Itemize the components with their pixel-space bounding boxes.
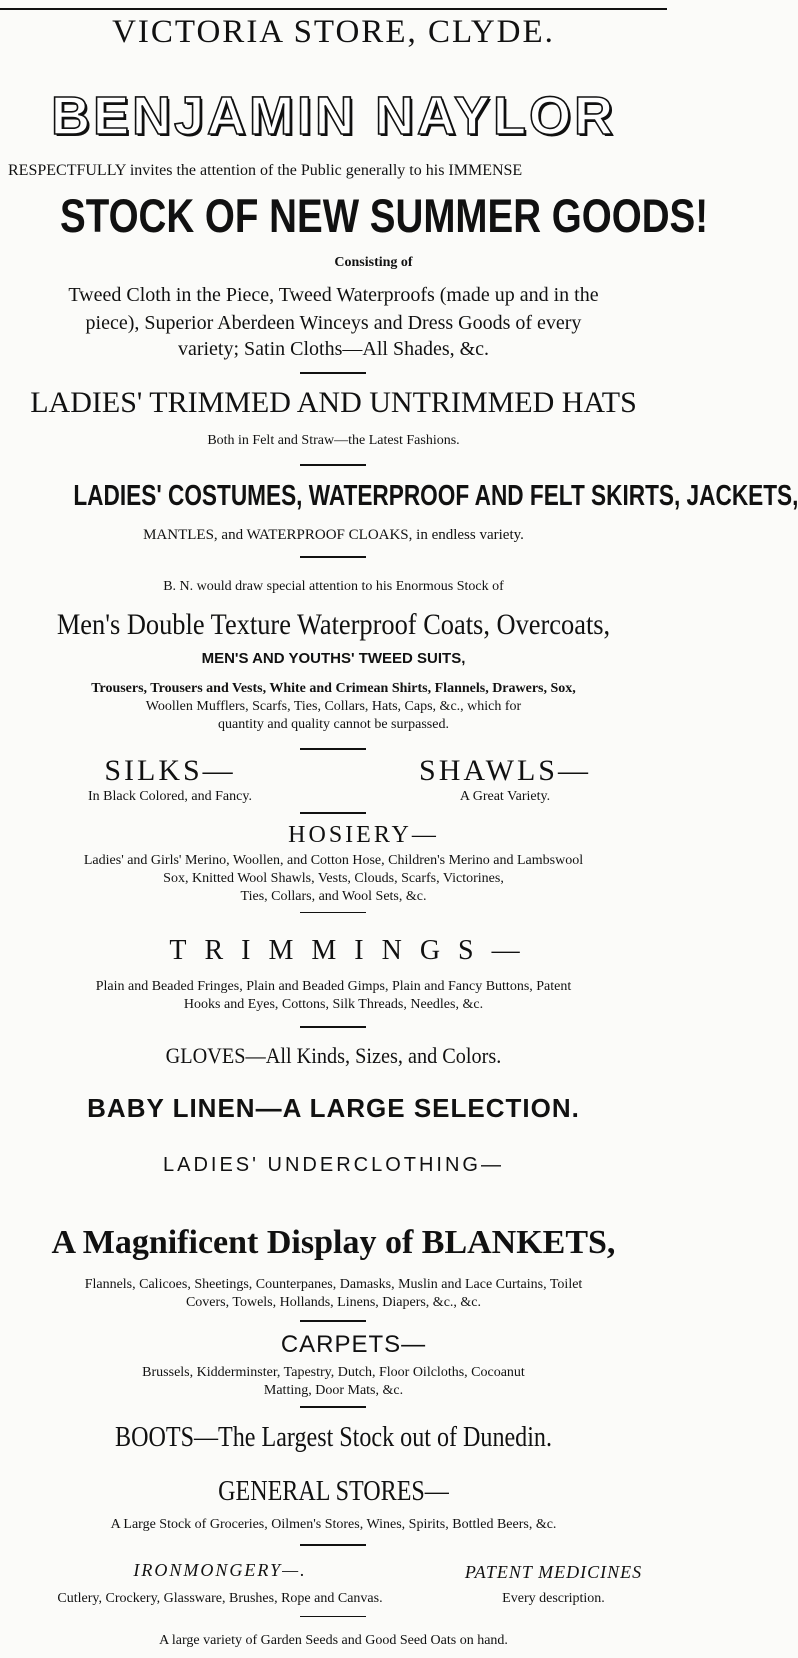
costumes-title: LADIES' COSTUMES, WATERPROOF AND FELT SKIRTS, JACKETS, — [73, 480, 798, 512]
trimmings-line-2: Hooks and Eyes, Cottons, Silk Threads, Needles, &c. — [183, 997, 484, 1012]
tweed-line-3: variety; Satin Cloths—All Shades, &c. — [177, 338, 490, 360]
divider — [300, 464, 366, 466]
medicines-sub: Every description. — [502, 1591, 605, 1606]
coats-title: Men's Double Texture Waterproof Coats, Overcoats, — [56, 608, 611, 641]
tweed-line-2: piece), Superior Aberdeen Winceys and Dress Goods of every — [85, 312, 582, 334]
divider — [300, 812, 366, 814]
hosiery-line-2: Sox, Knitted Wool Shawls, Vests, Clouds, Scarfs, Victorines, — [163, 871, 504, 886]
trousers-line-1: Trousers, Trousers and Vests, White and Crimean Shirts, Flannels, Drawers, Sox, — [91, 681, 576, 696]
blankets-title: A Magnificent Display of BLANKETS, — [51, 1224, 616, 1261]
divider — [300, 1406, 366, 1408]
seeds-note: A large variety of Garden Seeds and Good Seed Oats on hand. — [159, 1633, 508, 1648]
divider — [300, 1544, 366, 1546]
trousers-line-3: quantity and quality cannot be surpassed. — [218, 717, 449, 732]
hats-title: LADIES' TRIMMED AND UNTRIMMED HATS — [30, 386, 637, 419]
trimmings-title: TRIMMINGS— — [169, 935, 538, 966]
ironmongery-title: IRONMONGERY—. — [133, 1560, 307, 1580]
ironmongery-sub: Cutlery, Crockery, Glassware, Brushes, Rope and Canvas. — [57, 1591, 383, 1606]
shawls-sub: A Great Variety. — [459, 789, 551, 804]
divider — [300, 372, 366, 374]
medicines-title: PATENT MEDICINES — [464, 1562, 643, 1582]
hosiery-line-3: Ties, Collars, and Wool Sets, &c. — [240, 889, 427, 904]
bn-note: B. N. would draw special attention to his Enormous Stock of — [163, 579, 504, 594]
masthead: VICTORIA STORE, CLYDE. — [112, 14, 555, 50]
costumes-sub: MANTLES, and WATERPROOF CLOAKS, in endless variety. — [143, 527, 524, 543]
blankets-line-2: Covers, Towels, Hollands, Linens, Diapers, &c., &c. — [185, 1295, 482, 1310]
divider — [300, 1026, 366, 1028]
divider — [300, 748, 366, 750]
tweed-line-1: Tweed Cloth in the Piece, Tweed Waterproofs (made up and in the — [68, 284, 599, 306]
shawls-title: SHAWLS— — [419, 754, 591, 787]
boots-title: BOOTS—The Largest Stock out of Dunedin. — [115, 1422, 552, 1453]
trimmings-line-1: Plain and Beaded Fringes, Plain and Beaded Gimps, Plain and Fancy Buttons, Patent — [95, 979, 572, 994]
silks-sub: In Black Colored, and Fancy. — [88, 789, 252, 804]
carpets-line-1: Brussels, Kidderminster, Tapestry, Dutch, Floor Oilcloths, Cocoanut — [142, 1365, 525, 1380]
carpets-line-2: Matting, Door Mats, &c. — [263, 1383, 404, 1398]
hosiery-title: HOSIERY— — [288, 822, 439, 848]
top-rule — [0, 8, 667, 10]
intro-text: RESPECTFULLY invites the attention of the Public generally to his IMMENSE — [8, 162, 523, 179]
gloves-title: GLOVES—All Kinds, Sizes, and Colors. — [165, 1043, 502, 1068]
baby-linen-title: BABY LINEN—A LARGE SELECTION. — [87, 1093, 580, 1123]
divider — [300, 912, 366, 913]
divider — [300, 556, 366, 558]
general-stores-sub: A Large Stock of Groceries, Oilmen's Stores, Wines, Spirits, Bottled Beers, &c. — [110, 1517, 557, 1532]
general-stores-title: GENERAL STORES— — [218, 1476, 449, 1507]
consisting-label: Consisting of — [334, 255, 413, 270]
proprietor-name: BENJAMIN NAYLOR — [50, 86, 617, 146]
divider — [300, 1320, 366, 1322]
headline: STOCK OF NEW SUMMER GOODS! — [60, 189, 709, 242]
divider — [300, 1616, 366, 1617]
carpets-title: CARPETS— — [280, 1331, 427, 1358]
hats-sub: Both in Felt and Straw—the Latest Fashions. — [207, 433, 460, 448]
suits-title: MEN'S AND YOUTHS' TWEED SUITS, — [201, 650, 466, 667]
hosiery-line-1: Ladies' and Girls' Merino, Woollen, and Cotton Hose, Children's Merino and Lambswool — [83, 853, 584, 868]
blankets-line-1: Flannels, Calicoes, Sheetings, Counterpanes, Damasks, Muslin and Lace Curtains, Toilet — [84, 1277, 583, 1292]
underclothing-title: LADIES' UNDERCLOTHING— — [163, 1154, 504, 1176]
trousers-line-2: Woollen Mufflers, Scarfs, Ties, Collars, Hats, Caps, &c., which for — [145, 699, 522, 714]
silks-title: SILKS— — [104, 754, 236, 787]
